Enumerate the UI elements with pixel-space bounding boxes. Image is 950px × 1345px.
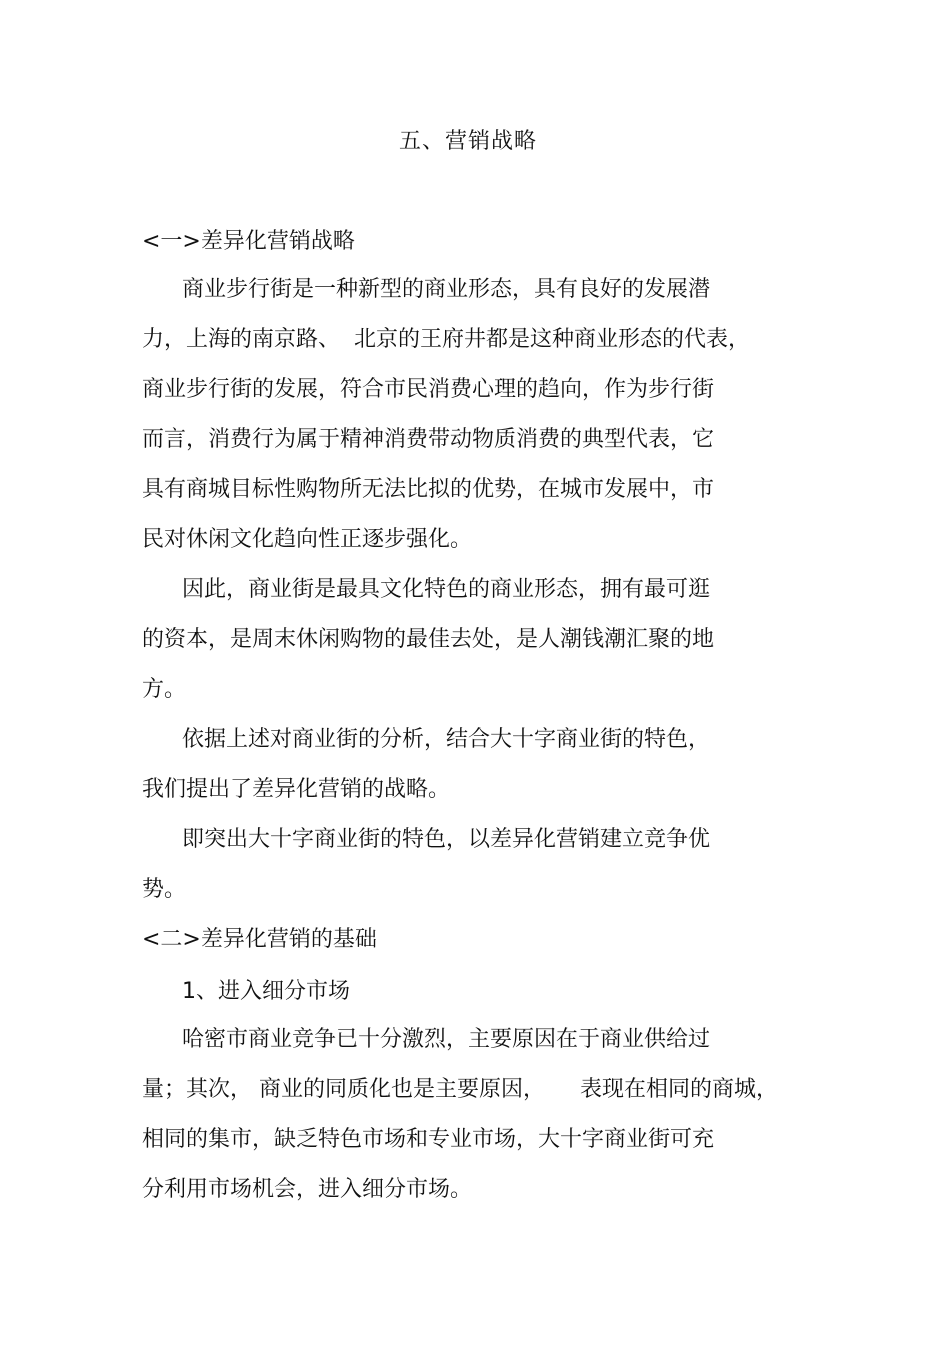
paragraph-line: 哈密市商业竞争已十分激烈，主要原因在于商业供给过 — [182, 1027, 711, 1052]
paragraph-line: 商业步行街的发展，符合市民消费心理的趋向，作为步行街 — [142, 377, 715, 402]
paragraph-line: 因此，商业街是最具文化特色的商业形态，拥有最可逛 — [182, 577, 711, 602]
paragraph-line: 即突出大十字商业街的特色，以差异化营销建立竞争优 — [182, 827, 711, 852]
paragraph-line: 具有商城目标性购物所无法比拟的优势，在城市发展中，市 — [142, 477, 715, 502]
paragraph-line: 的资本，是周末休闲购物的最佳去处，是人潮钱潮汇聚的地 — [142, 627, 715, 652]
subsection-heading-2: <二>差异化营销的基础 — [142, 927, 377, 952]
paragraph-line: 商业步行街是一种新型的商业形态，具有良好的发展潜 — [182, 277, 711, 302]
paragraph-line: 分利用市场机会，进入细分市场。 — [142, 1177, 473, 1202]
paragraph-line: 依据上述对商业街的分析，结合大十字商业街的特色， — [182, 727, 711, 752]
numbered-heading: 1、进入细分市场 — [182, 979, 350, 1004]
paragraph-line: 而言，消费行为属于精神消费带动物质消费的典型代表，它 — [142, 427, 715, 452]
paragraph-line: 相同的集市，缺乏特色市场和专业市场，大十字商业街可充 — [142, 1127, 715, 1152]
paragraph-line: 我们提出了差异化营销的战略。 — [142, 777, 451, 802]
paragraph-line: 势。 — [142, 877, 187, 902]
section-title: 五、营销战略 — [398, 129, 537, 154]
paragraph-line: 民对休闲文化趋向性正逐步强化。 — [142, 527, 473, 552]
paragraph-line: 方。 — [142, 677, 187, 702]
subsection-heading-1: <一>差异化营销战略 — [142, 229, 355, 254]
paragraph-line: 力，上海的南京路、 北京的王府井都是这种商业形态的代表， — [142, 327, 750, 352]
paragraph-line: 量；其次， 商业的同质化也是主要原因， 表现在相同的商城， — [142, 1077, 778, 1102]
